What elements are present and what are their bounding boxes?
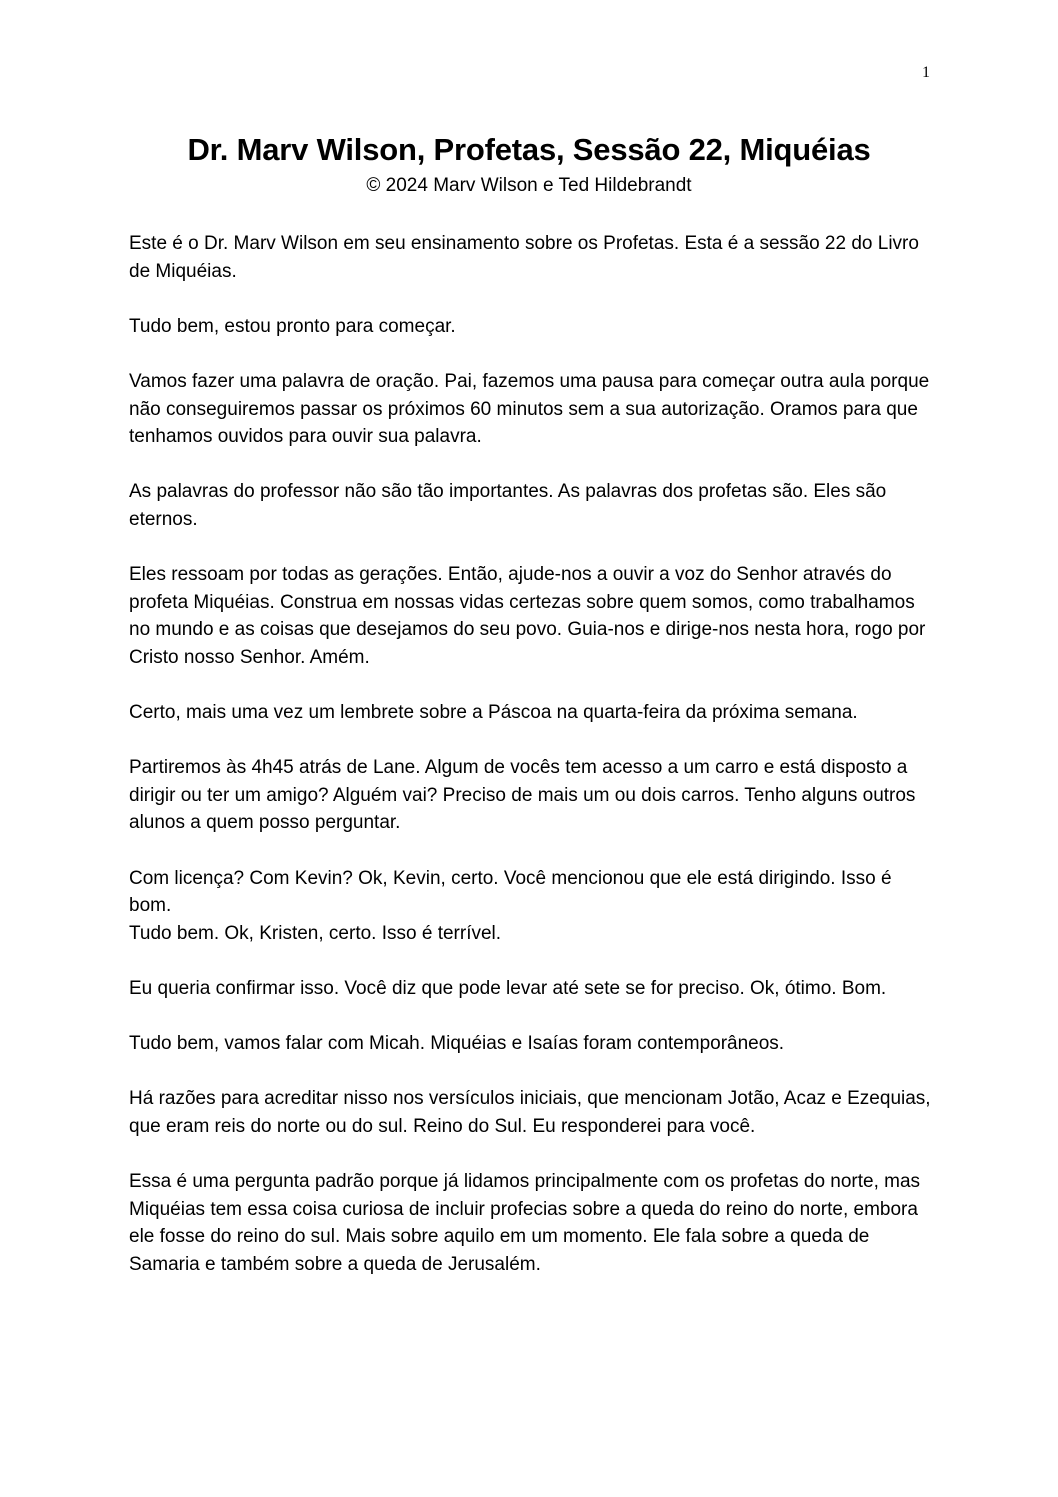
paragraph: Tudo bem, vamos falar com Micah. Miquéias e Isaías foram contemporâneos. bbox=[129, 1033, 785, 1055]
page-number: 1 bbox=[922, 64, 930, 81]
paragraph: Há razões para acreditar nisso nos versículos iniciais, que mencionam Jotão, Acaz e Ezequias, que eram reis do norte ou do sul. Reino do Sul. Eu responderei para você. bbox=[129, 1088, 931, 1137]
paragraph: Tudo bem, estou pronto para começar. bbox=[129, 315, 456, 337]
paragraph: Certo, mais uma vez um lembrete sobre a Páscoa na quarta-feira da próxima semana. bbox=[129, 702, 858, 724]
paragraph: Vamos fazer uma palavra de oração. Pai, fazemos uma pausa para começar outra aula porque não conseguiremos passar os próximos 60 minutos sem a sua autorização. Oramos para que tenhamos ouvidos para ouvir sua palavra. bbox=[129, 370, 930, 448]
document-title: Dr. Marv Wilson, Profetas, Sessão 22, Miquéias bbox=[187, 132, 871, 167]
paragraph: Partiremos às 4h45 atrás de Lane. Algum de vocês tem acesso a um carro e está disposto a dirigir ou ter um amigo? Alguém vai? Preciso de mais um ou dois carros. Tenho alguns outros alunos a quem posso perguntar. bbox=[129, 757, 916, 834]
paragraph: Essa é uma pergunta padrão porque já lidamos principalmente com os profetas do norte, mas Miquéias tem essa coisa curiosa de incluir profecias sobre a queda do reino do norte, embora ele fosse do reino do sul. Mais sobre aquilo em um momento. Ele fala sobre a queda de Samaria e também sobre a queda de Jerusalém. bbox=[129, 1171, 921, 1275]
transcript-body bbox=[129, 230, 939, 1306]
paragraph: As palavras do professor não são tão importantes. As palavras dos profetas são. Eles são eternos. bbox=[129, 481, 887, 530]
paragraph: Eu queria confirmar isso. Você diz que pode levar até sete se for preciso. Ok, ótimo. Bom. bbox=[129, 978, 887, 1000]
paragraph: Com licença? Com Kevin? Ok, Kevin, certo. Você mencionou que ele está dirigindo. Isso é bom. Tudo bem. Ok, Kristen, certo. Isso é terrível. bbox=[129, 867, 892, 944]
copyright-line: © 2024 Marv Wilson e Ted Hildebrandt bbox=[366, 175, 692, 196]
paragraph: Este é o Dr. Marv Wilson em seu ensinamento sobre os Profetas. Esta é a sessão 22 do Livro de Miquéias. bbox=[129, 233, 919, 282]
paragraph: Eles ressoam por todas as gerações. Então, ajude-nos a ouvir a voz do Senhor através do profeta Miquéias. Construa em nossas vidas certezas sobre quem somos, como trabalhamos no mundo e as coisas que desejamos do seu povo. Guia-nos e dirige-nos nesta hora, rogo por Cristo nosso Senhor. Amém. bbox=[129, 564, 926, 668]
